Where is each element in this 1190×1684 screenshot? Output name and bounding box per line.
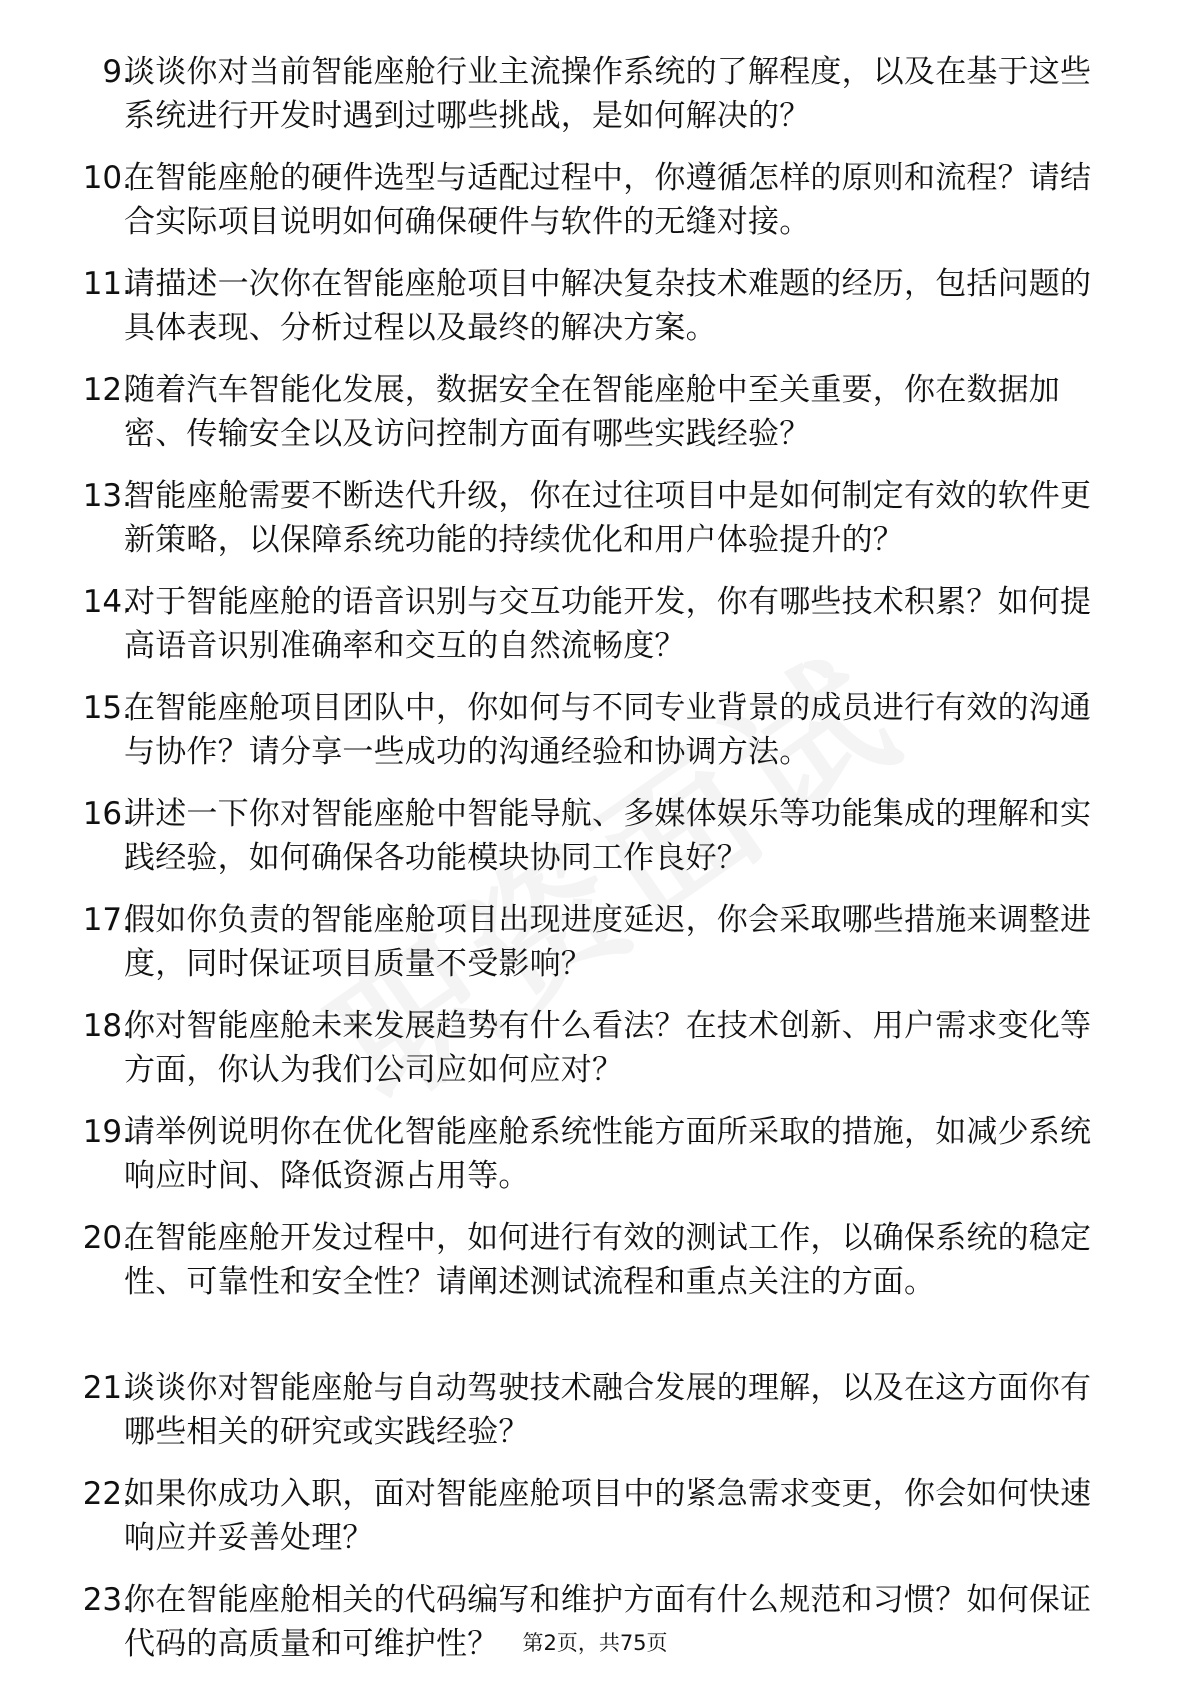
question-text: 谈谈你对智能座舱与自动驾驶技术融合发展的理解，以及在这方面你有哪些相关的研究或实践经验？ <box>124 1370 1092 1450</box>
question-number: 19. <box>82 1114 132 1150</box>
question-number: 18. <box>82 1008 132 1044</box>
question-item-20 <box>0 1216 1190 1348</box>
question-item-15 <box>0 686 1190 774</box>
question-item-21 <box>0 1366 1190 1454</box>
question-text: 在智能座舱开发过程中，如何进行有效的测试工作，以确保系统的稳定性、可靠性和安全性？请阐述测试流程和重点关注的方面。 <box>124 1220 1092 1300</box>
question-list <box>0 50 1190 1684</box>
question-text: 你在智能座舱相关的代码编写和维护方面有什么规范和习惯？如何保证代码的高质量和可维护性？ <box>124 1582 1092 1662</box>
question-item-9 <box>0 50 1190 138</box>
question-number: 20. <box>82 1220 132 1256</box>
question-item-10 <box>0 156 1190 244</box>
question-item-19 <box>0 1110 1190 1198</box>
question-item-17 <box>0 898 1190 986</box>
question-item-12 <box>0 368 1190 456</box>
question-number: 22. <box>82 1476 132 1512</box>
question-item-11 <box>0 262 1190 350</box>
question-text: 你对智能座舱未来发展趋势有什么看法？在技术创新、用户需求变化等方面，你认为我们公司应如何应对？ <box>124 1008 1092 1088</box>
question-number: 10. <box>82 160 132 196</box>
question-number: 13. <box>82 478 132 514</box>
question-number: 12. <box>82 372 132 408</box>
question-item-16 <box>0 792 1190 880</box>
question-number: 21. <box>82 1370 132 1406</box>
question-number: 15. <box>82 690 132 726</box>
page-footer <box>0 1628 1190 1658</box>
page-number-label: 第2页，共75页 <box>522 1631 668 1655</box>
question-number: 16. <box>82 796 132 832</box>
question-text: 如果你成功入职，面对智能座舱项目中的紧急需求变更，你会如何快速响应并妥善处理？ <box>124 1476 1092 1556</box>
question-item-13 <box>0 474 1190 562</box>
question-text: 请描述一次你在智能座舱项目中解决复杂技术难题的经历，包括问题的具体表现、分析过程以及最终的解决方案。 <box>124 266 1092 346</box>
question-text: 请举例说明你在优化智能座舱系统性能方面所采取的措施，如减少系统响应时间、降低资源占用等。 <box>124 1114 1092 1194</box>
question-item-22 <box>0 1472 1190 1560</box>
question-item-18 <box>0 1004 1190 1092</box>
question-text: 随着汽车智能化发展，数据安全在智能座舱中至关重要，你在数据加密、传输安全以及访问控制方面有哪些实践经验？ <box>124 372 1060 452</box>
question-text: 智能座舱需要不断迭代升级，你在过往项目中是如何制定有效的软件更新策略，以保障系统功能的持续优化和用户体验提升的？ <box>124 478 1092 558</box>
question-number: 23. <box>82 1582 132 1618</box>
question-text: 讲述一下你对智能座舱中智能导航、多媒体娱乐等功能集成的理解和实践经验，如何确保各功能模块协同工作良好？ <box>124 796 1092 876</box>
question-text: 假如你负责的智能座舱项目出现进度延迟，你会采取哪些措施来调整进度，同时保证项目质量不受影响？ <box>124 902 1092 982</box>
question-text: 对于智能座舱的语音识别与交互功能开发，你有哪些技术积累？如何提高语音识别准确率和交互的自然流畅度？ <box>124 584 1092 664</box>
question-number: 14. <box>82 584 132 620</box>
question-text: 在智能座舱项目团队中，你如何与不同专业背景的成员进行有效的沟通与协作？请分享一些成功的沟通经验和协调方法。 <box>124 690 1092 770</box>
question-text: 在智能座舱的硬件选型与适配过程中，你遵循怎样的原则和流程？请结合实际项目说明如何确保硬件与软件的无缝对接。 <box>124 160 1092 240</box>
question-number: 11. <box>82 266 132 302</box>
question-number: 9. <box>102 54 132 90</box>
question-text: 谈谈你对当前智能座舱行业主流操作系统的了解程度，以及在基于这些系统进行开发时遇到过哪些挑战，是如何解决的？ <box>124 54 1092 134</box>
question-number: 17. <box>82 902 132 938</box>
question-item-14 <box>0 580 1190 668</box>
